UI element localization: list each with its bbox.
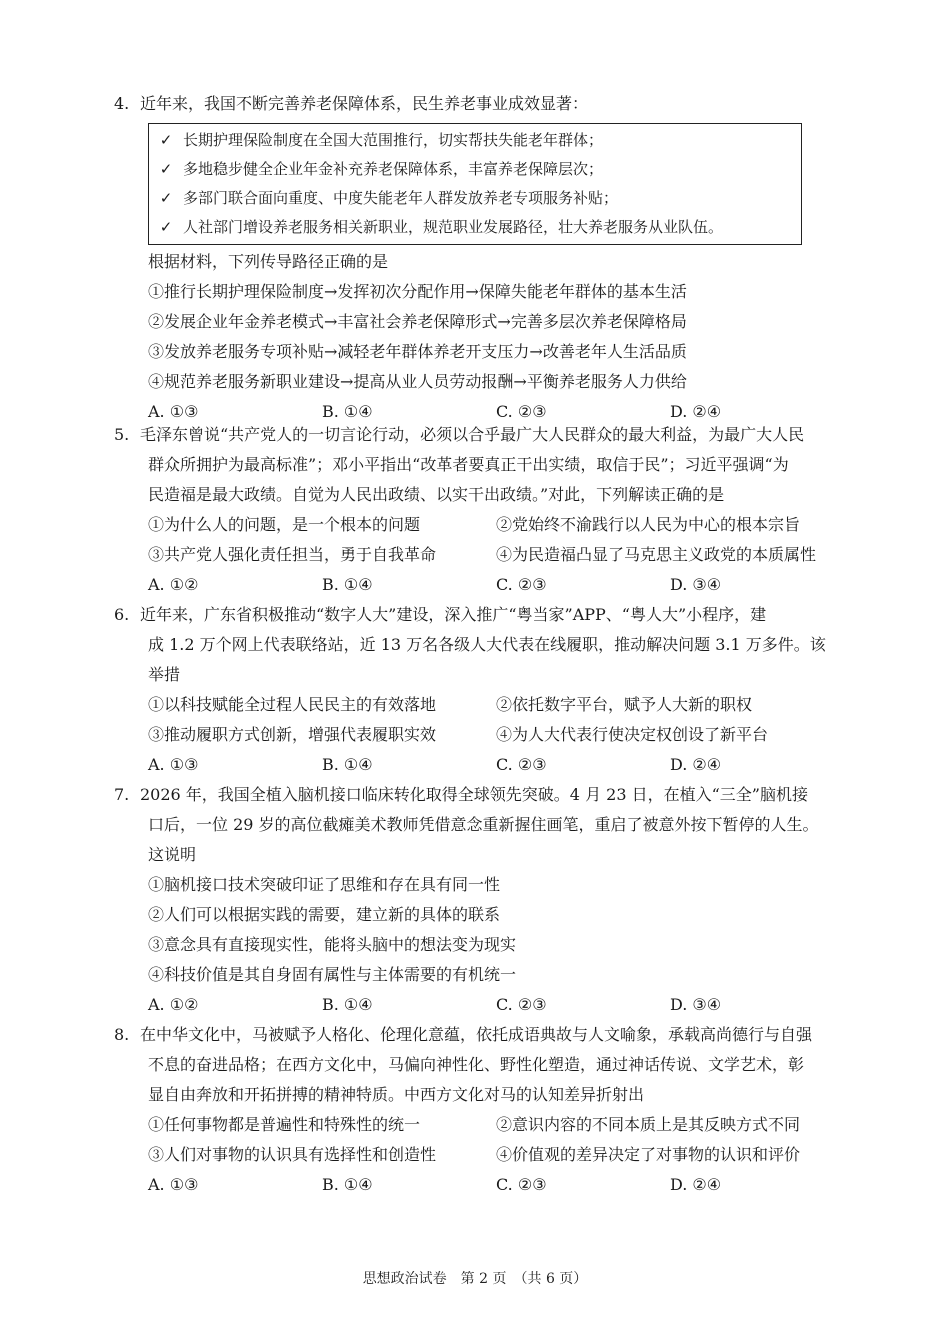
stem-text: 这说明	[148, 845, 197, 864]
choice-c: C. ②③	[496, 755, 547, 774]
question-number: 6.	[114, 605, 130, 624]
stem-text: 毛泽东曾说“共产党人的一切言论行动，必须以合乎最广大人民群众的最大利益，为最广大人民	[140, 425, 805, 444]
option-item: ②依托数字平台，赋予人大新的职权	[496, 695, 753, 714]
question-stem	[114, 600, 844, 630]
stem-text: 口后，一位 29 岁的高位截瘫美术教师凭借意念重新握住画笔，重启了被意外按下暂停的人生。	[148, 815, 819, 834]
option-item: ③推动履职方式创新，增强代表履职实效	[148, 725, 437, 744]
choice-c: C. ②③	[496, 1175, 547, 1194]
option-item: ④科技价值是其自身固有属性与主体需要的有机统一	[148, 965, 517, 984]
choice-a: A. ①②	[148, 995, 199, 1014]
option-item: ③人们对事物的认识具有选择性和创造性	[148, 1145, 437, 1164]
option-item: ②人们可以根据实践的需要，建立新的具体的联系	[148, 905, 501, 924]
material-item	[149, 155, 801, 184]
stem-text: 民造福是最大政绩。自觉为人民出政绩、以实干出政绩。”对此，下列解读正确的是	[148, 485, 725, 504]
option-item: ④为民造福凸显了马克思主义政党的本质属性	[496, 545, 817, 564]
option-item: ②意识内容的不同本质上是其反映方式不同	[496, 1115, 801, 1134]
option-row	[114, 510, 844, 540]
material-item	[149, 213, 801, 242]
option-item: ④为人大代表行使决定权创设了新平台	[496, 725, 769, 744]
stem-text: 2026 年，我国全植入脑机接口临床转化取得全球领先突破。4 月 23 日，在植入“三全”脑机接	[140, 785, 808, 804]
choice-a: A. ①③	[148, 755, 199, 774]
answer-choices	[114, 570, 844, 600]
question-stem	[114, 1020, 844, 1050]
choice-d: D. ②④	[670, 402, 722, 421]
option-row	[114, 1140, 844, 1170]
material-text: 多部门联合面向重度、中度失能老年人群发放养老专项服务补贴；	[183, 189, 619, 207]
option-item: ②发展企业年金养老模式→丰富社会养老保障形式→完善多层次养老保障格局	[148, 312, 687, 331]
stem-text: 在中华文化中，马被赋予人格化、伦理化意蕴，依托成语典故与人文喻象，承载高尚德行与自强	[140, 1025, 813, 1044]
choice-a: A. ①②	[148, 575, 199, 594]
choice-c: C. ②③	[496, 995, 547, 1014]
question-number: 8.	[114, 1025, 130, 1044]
choice-a: A. ①③	[148, 402, 199, 421]
question-number: 5.	[114, 425, 130, 444]
answer-choices	[114, 750, 844, 780]
stem-text: 举措	[148, 665, 181, 684]
check-icon: ✓	[159, 218, 173, 236]
check-icon: ✓	[159, 160, 173, 178]
answer-choices	[114, 990, 844, 1020]
choice-d: D. ③④	[670, 995, 722, 1014]
stem-text: 群众所拥护为最高标准”；邓小平指出“改革者要真正干出实绩，取信于民”；习近平强调“为	[148, 455, 789, 474]
question-6	[114, 600, 844, 780]
option-item: ④价值观的差异决定了对事物的认识和评价	[496, 1145, 801, 1164]
stem-text: 成 1.2 万个网上代表联络站，近 13 万名各级人大代表在线履职，推动解决问题 3.1 万多件。该	[148, 635, 826, 654]
question-prompt: 根据材料，下列传导路径正确的是	[148, 252, 389, 271]
option-row	[114, 690, 844, 720]
option-item: ①任何事物都是普遍性和特殊性的统一	[148, 1115, 421, 1134]
page-footer: 思想政治试卷 第 2 页 （共 6 页）	[362, 1271, 588, 1287]
choice-c: C. ②③	[496, 575, 547, 594]
material-box	[148, 123, 802, 245]
material-text: 长期护理保险制度在全国大范围推行，切实帮扶失能老年群体；	[183, 131, 604, 149]
choice-a: A. ①③	[148, 1175, 199, 1194]
stem-text: 显自由奔放和开拓拼搏的精神特质。中西方文化对马的认知差异折射出	[148, 1085, 645, 1104]
question-stem	[114, 420, 844, 450]
stem-text: 不息的奋进品格；在西方文化中，马偏向神性化、野性化塑造，通过神话传说、文学艺术，彰	[148, 1055, 805, 1074]
question-7	[114, 780, 844, 1020]
check-icon: ✓	[159, 131, 173, 149]
choice-b: B. ①④	[322, 575, 373, 594]
choice-b: B. ①④	[322, 755, 373, 774]
stem-text: 近年来，广东省积极推动“数字人大”建设，深入推广“粤当家”APP、“粤人大”小程序，建	[140, 605, 767, 624]
option-item: ①脑机接口技术突破印证了思维和存在具有同一性	[148, 875, 501, 894]
question-number: 7.	[114, 785, 130, 804]
choice-d: D. ②④	[670, 755, 722, 774]
option-row	[114, 1110, 844, 1140]
check-icon: ✓	[159, 189, 173, 207]
option-item: ③意念具有直接现实性，能将头脑中的想法变为现实	[148, 935, 517, 954]
option-row	[114, 720, 844, 750]
question-4	[114, 89, 844, 427]
question-5	[114, 420, 844, 600]
option-item: ①推行长期护理保险制度→发挥初次分配作用→保障失能老年群体的基本生活	[148, 282, 687, 301]
choice-b: B. ①④	[322, 402, 373, 421]
material-item	[149, 126, 801, 155]
option-row	[114, 540, 844, 570]
question-stem	[114, 89, 844, 119]
choice-d: D. ②④	[670, 1175, 722, 1194]
material-text: 人社部门增设养老服务相关新职业，规范职业发展路径，壮大养老服务从业队伍。	[183, 218, 724, 236]
stem-text: 近年来，我国不断完善养老保障体系，民生养老事业成效显著：	[140, 94, 589, 113]
choice-c: C. ②③	[496, 402, 547, 421]
option-item: ②党始终不渝践行以人民为中心的根本宗旨	[496, 515, 801, 534]
choice-d: D. ③④	[670, 575, 722, 594]
option-item: ④规范养老服务新职业建设→提高从业人员劳动报酬→平衡养老服务人力供给	[148, 372, 687, 391]
material-text: 多地稳步健全企业年金补充养老保障体系，丰富养老保障层次；	[183, 160, 604, 178]
choice-b: B. ①④	[322, 1175, 373, 1194]
choice-b: B. ①④	[322, 995, 373, 1014]
question-number: 4.	[114, 94, 130, 113]
option-item: ①为什么人的问题，是一个根本的问题	[148, 515, 421, 534]
option-item: ③发放养老服务专项补贴→减轻老年群体养老开支压力→改善老年人生活品质	[148, 342, 687, 361]
option-item: ③共产党人强化责任担当，勇于自我革命	[148, 545, 437, 564]
question-stem	[114, 780, 844, 810]
material-item	[149, 184, 801, 213]
answer-choices	[114, 1170, 844, 1200]
option-item: ①以科技赋能全过程人民民主的有效落地	[148, 695, 437, 714]
question-8	[114, 1020, 844, 1200]
